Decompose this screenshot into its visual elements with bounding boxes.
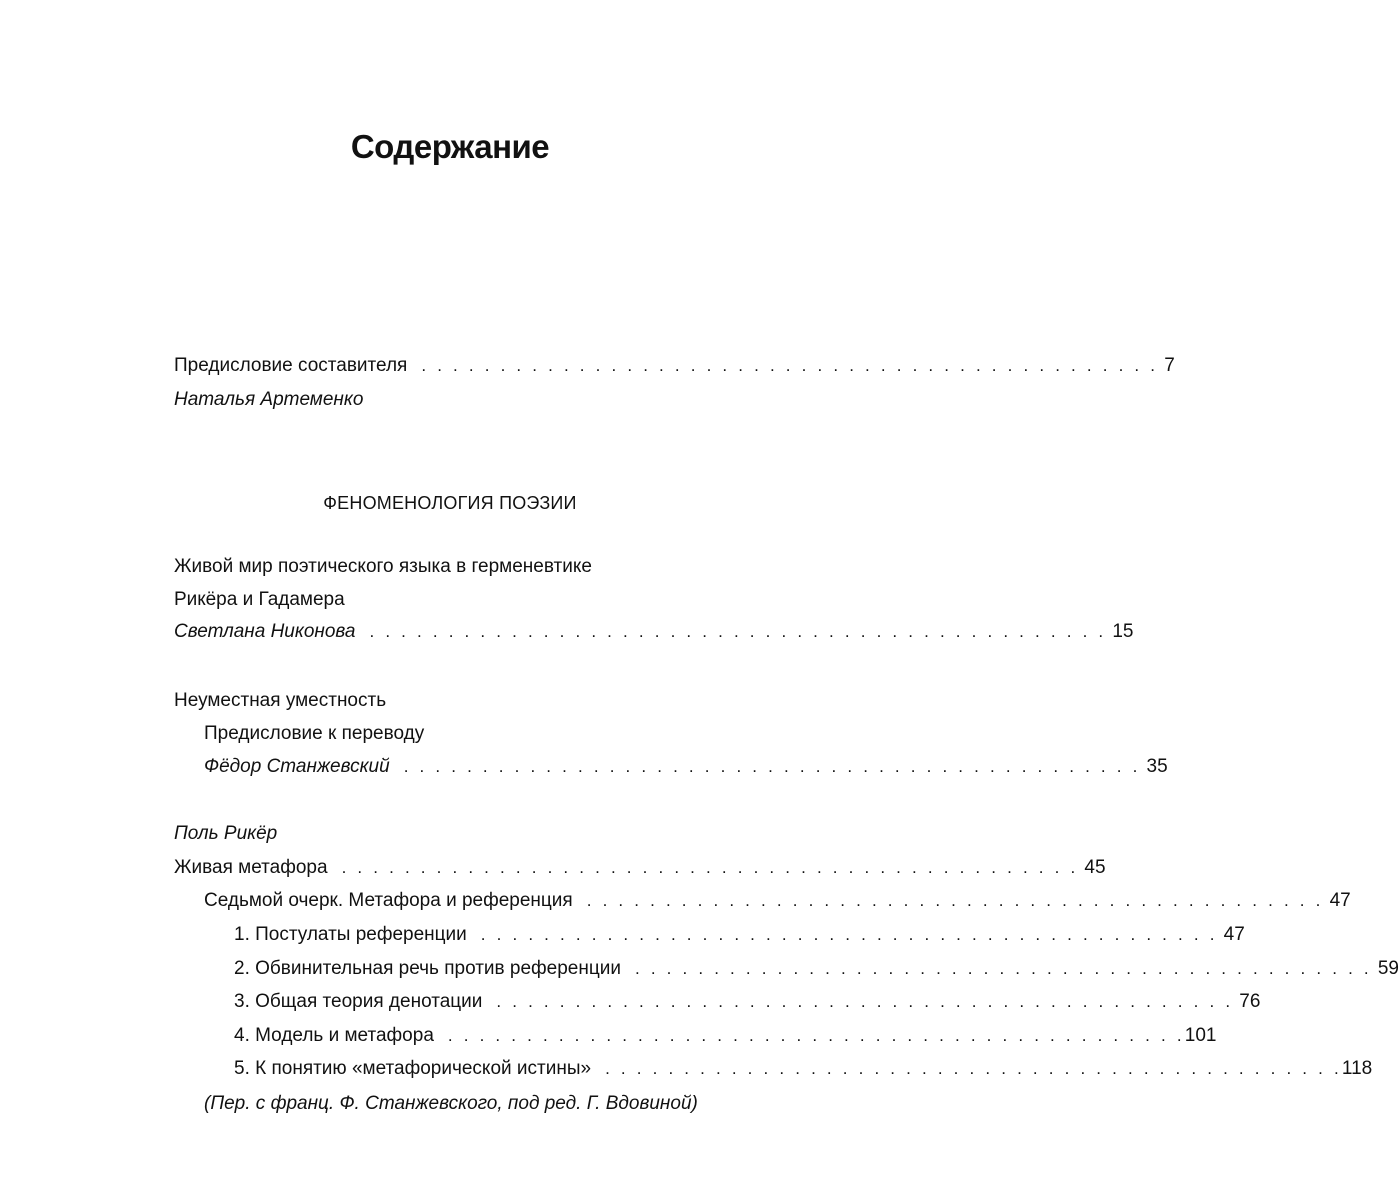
toc-page-number: 76 [1239,991,1261,1012]
toc-page-number: 47 [1329,890,1351,911]
toc-entry-author: Наталья Артеменко [174,389,364,410]
toc-page-number: 15 [1112,621,1134,642]
dot-leader: . . . . . . . . . . . . . . . . . . . . . . . . . . . . . . . . . . . . . . . . . . . . . . . [421,356,1159,375]
toc-entry-author-line [204,752,1168,782]
dot-leader: . . . . . . . . . . . . . . . . . . . . . . . . . . . . . . . . . . . . . . . . . . . . . . . [447,1026,1185,1045]
translation-note: (Пер. с франц. Ф. Станжевского, под ред. Г. Вдовиной) [204,1093,698,1114]
toc-subitem [234,1054,1373,1084]
toc-page-number: 35 [1146,756,1168,777]
toc-entry-author: Поль Рикёр [174,823,278,844]
toc-entry-subtitle: Предисловие к переводу [204,723,425,744]
toc-entry-preface [174,351,1175,381]
toc-entry-label: 3. Общая теория денотации [234,991,483,1012]
toc-entry-title-continued: Рикёра и Гадамера [174,589,345,610]
toc-entry-label: Седьмой очерк. Метафора и референция [204,890,573,911]
toc-subitem [234,1021,1217,1051]
toc-entry-label: Предисловие составителя [174,355,408,376]
section-heading: ФЕНОМЕНОЛОГИЯ ПОЭЗИИ [323,493,577,513]
toc-entry-author-line [174,617,1134,647]
dot-leader: . . . . . . . . . . . . . . . . . . . . . . . . . . . . . . . . . . . . . . . . . . . . . . . [496,992,1234,1011]
toc-page-number: 101 [1184,1025,1217,1046]
toc-entry-author: Светлана Никонова [174,621,356,642]
toc-entry-label: 4. Модель и метафора [234,1025,434,1046]
toc-subitem [234,920,1245,950]
toc-page-number: 47 [1223,924,1245,945]
dot-leader: . . . . . . . . . . . . . . . . . . . . . . . . . . . . . . . . . . . . . . . . . . . . . . . [369,622,1107,641]
toc-page-number: 59 [1377,958,1399,979]
toc-subitem [234,954,1399,984]
toc-page-number: 45 [1084,857,1106,878]
dot-leader: . . . . . . . . . . . . . . . . . . . . . . . . . . . . . . . . . . . . . . . . . . . . . . . [480,925,1218,944]
dot-leader: . . . . . . . . . . . . . . . . . . . . . . . . . . . . . . . . . . . . . . . . . . . . . . . [341,858,1079,877]
toc-page-number: 7 [1164,355,1175,376]
dot-leader: . . . . . . . . . . . . . . . . . . . . . . . . . . . . . . . . . . . . . . . . . . . . . . . [403,757,1141,776]
toc-entry-label: 2. Обвинительная речь против референции [234,958,621,979]
toc-entry-chapter [204,886,1351,916]
toc-subitem [234,987,1261,1017]
page-title: Содержание [350,128,550,165]
toc-entry-book [174,853,1106,883]
toc-entry-label: 5. К понятию «метафорической истины» [234,1058,592,1079]
toc-entry-author: Фёдор Станжевский [204,756,390,777]
dot-leader: . . . . . . . . . . . . . . . . . . . . . . . . . . . . . . . . . . . . . . . . . . . . . . . [586,891,1324,910]
toc-entry-title: Неуместная уместность [174,690,387,711]
dot-leader: . . . . . . . . . . . . . . . . . . . . . . . . . . . . . . . . . . . . . . . . . . . . . . . [605,1059,1342,1078]
dot-leader: . . . . . . . . . . . . . . . . . . . . . . . . . . . . . . . . . . . . . . . . . . . . . . . [634,959,1372,978]
toc-entry-label: 1. Постулаты референции [234,924,467,945]
toc-entry-title: Живой мир поэтического языка в герменевтике [174,556,592,577]
toc-page-number: 118 [1341,1058,1373,1079]
toc-entry-label: Живая метафора [174,857,328,878]
